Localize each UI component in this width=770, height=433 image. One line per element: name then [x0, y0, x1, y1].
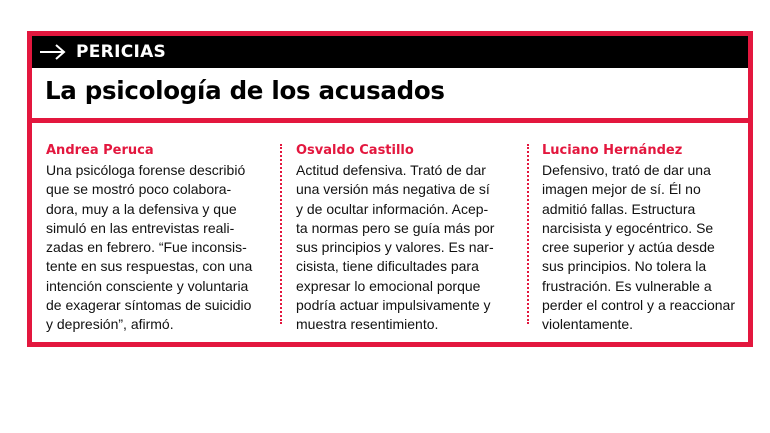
column-divider — [280, 144, 282, 324]
column-andrea-peruca — [46, 142, 271, 335]
column-text: Defensivo, trató de dar una imagen mejor de sí. Él no admitió fallas. Estructura narcisista y egocéntrico. Se cree superior y actúa desde sus principios. No tolera la frustración. Es vulnerable a perder el control y a reaccionar violentamente. — [542, 162, 735, 333]
section-label: PERICIAS — [76, 42, 167, 62]
infographic-card — [27, 31, 753, 347]
column-osvaldo-castillo — [296, 142, 521, 335]
red-divider-rule — [32, 118, 748, 123]
column-divider — [527, 144, 529, 324]
column-name: Osvaldo Castillo — [296, 143, 414, 158]
column-text: Una psicóloga forense describió que se mostró poco colabora- dora, muy a la defensiva y que simuló en las entrevistas reali- zadas en febrero. “Fue inconsis- tente en sus respuestas, con una intención consciente y voluntaria de exagerar síntomas de suicidio y depresión”, afirmó. — [46, 162, 253, 333]
headline: La psicología de los acusados — [45, 76, 445, 105]
column-name: Andrea Peruca — [46, 143, 154, 158]
column-name: Luciano Hernández — [542, 143, 683, 158]
column-text: Actitud defensiva. Trató de dar una versión más negativa de sí y de ocultar información. Acep- ta normas pero se guía más por sus principios y valores. Es nar- cisista, tiene dificultades para expresar lo emocional porque podría actuar impulsivamente y muestra resentimiento. — [296, 162, 495, 333]
section-bar — [32, 36, 748, 68]
column-luciano-hernandez — [542, 142, 747, 335]
arrow-right-icon — [38, 42, 68, 62]
